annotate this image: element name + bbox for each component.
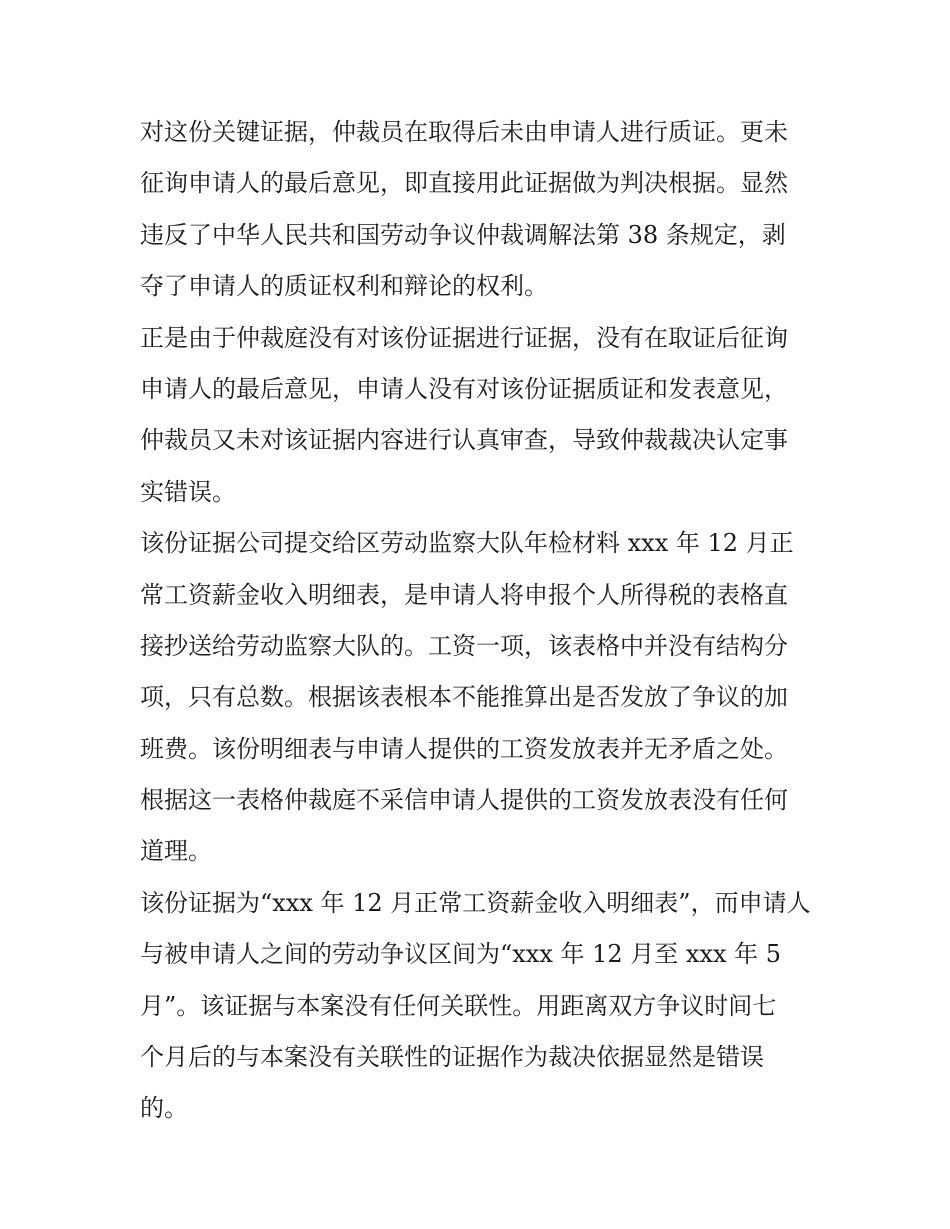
text-line: 实错误。 <box>140 477 236 506</box>
text-line: 该份证据公司提交给区劳动监察大队年检材料 xxx 年 12 月正 <box>140 529 794 558</box>
text-line: 对这份关键证据，仲裁员在取得后未由申请人进行质证。更未 <box>140 118 788 146</box>
text-line: 违反了中华人民共和国劳动争议仲裁调解法第 38 条规定，剥 <box>140 220 786 249</box>
text-line: 仲裁员又未对该证据内容进行认真审查，导致仲裁裁决认定事 <box>140 426 788 455</box>
text-line: 个月后的与本案没有关联性的证据作为裁决依据显然是错误 <box>140 1043 764 1072</box>
text-line: 道理。 <box>140 837 212 866</box>
text-line: 项，只有总数。根据该表根本不能推算出是否发放了争议的加 <box>140 683 788 712</box>
text-line: 该份证据为“xxx 年 12 月正常工资薪金收入明细表”，而申请人 <box>140 888 811 917</box>
text-line: 接抄送给劳动监察大队的。工资一项，该表格中并没有结构分 <box>140 631 788 660</box>
text-line: 征询申请人的最后意见，即直接用此证据做为判决根据。显然 <box>140 169 788 198</box>
text-line: 与被申请人之间的劳动争议区间为“xxx 年 12 月至 xxx 年 5 <box>140 940 782 969</box>
text-line: 月”。该证据与本案没有任何关联性。用距离双方争议时间七 <box>140 991 777 1020</box>
text-line: 根据这一表格仲裁庭不采信申请人提供的工资发放表没有任何 <box>140 786 788 815</box>
text-line: 正是由于仲裁庭没有对该份证据进行证据，没有在取证后征询 <box>140 323 788 352</box>
text-line: 夺了申请人的质证权利和辩论的权利。 <box>140 272 548 301</box>
text-line: 班费。该份明细表与申请人提供的工资发放表并无矛盾之处。 <box>140 734 788 763</box>
text-line: 的。 <box>140 1094 188 1123</box>
text-line: 常工资薪金收入明细表，是申请人将申报个人所得税的表格直 <box>140 580 788 609</box>
text-line: 申请人的最后意见，申请人没有对该份证据质证和发表意见， <box>140 374 788 403</box>
document-body <box>140 107 820 1135</box>
